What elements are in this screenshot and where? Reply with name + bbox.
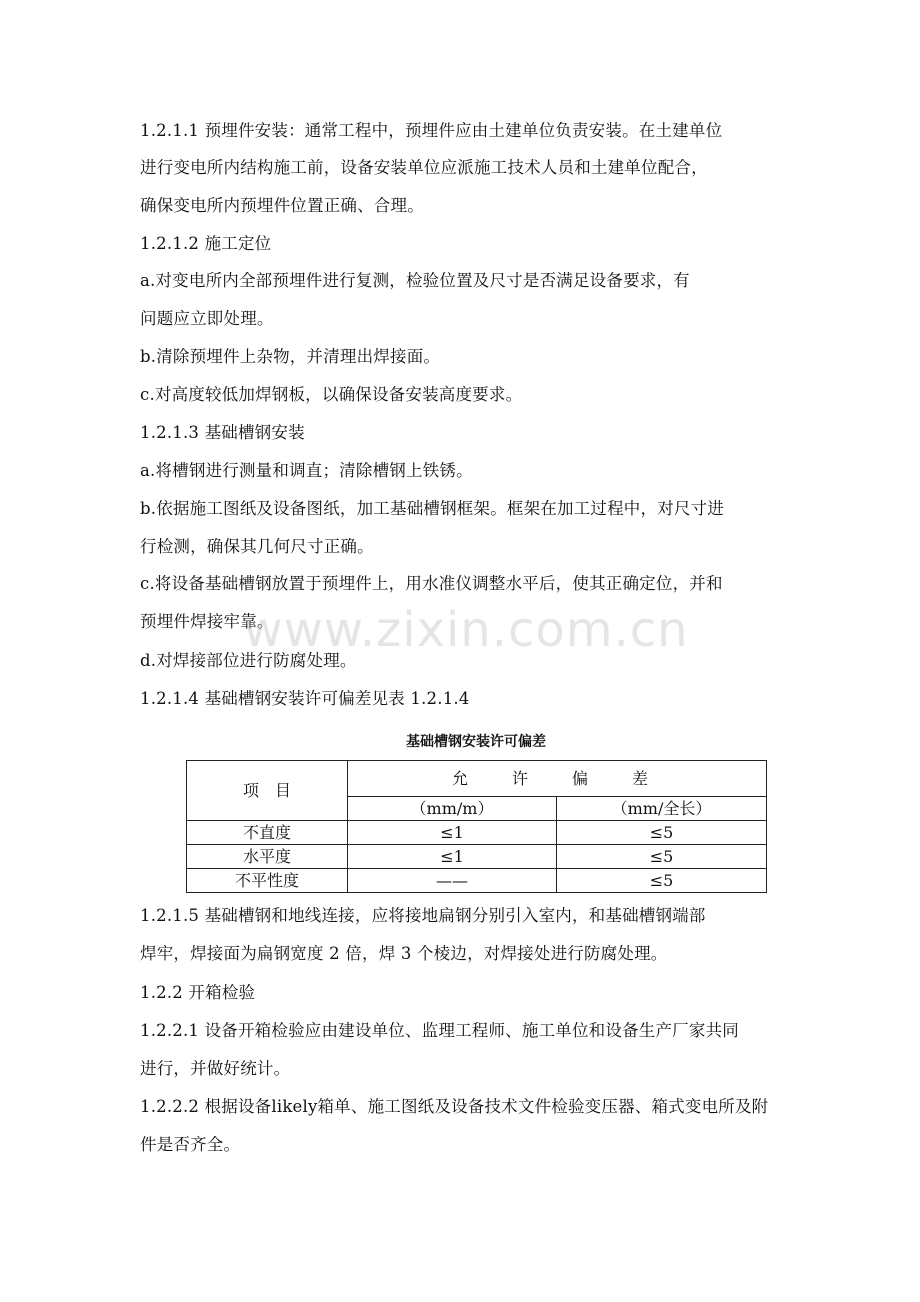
unit-per-meter-header: （mm/m） <box>348 797 557 821</box>
text-line: 确保变电所内预埋件位置正确、合理。 <box>140 196 424 215</box>
row-per-meter: —— <box>348 869 557 893</box>
text-line: 进行，并做好统计。 <box>140 1059 291 1078</box>
text-line: 进行变电所内结构施工前，设备安装单位应派施工技术人员和土建单位配合， <box>140 158 708 177</box>
row-item: 不平性度 <box>187 869 348 893</box>
table-row <box>187 821 767 845</box>
text-line: a.将槽钢进行测量和调直；清除槽钢上铁锈。 <box>140 461 473 480</box>
table-row <box>187 869 767 893</box>
row-total: ≤5 <box>557 821 767 845</box>
unit-total-length-header: （mm/全长） <box>557 797 767 821</box>
text-line: 行检测，确保其几何尺寸正确。 <box>140 537 374 556</box>
table-caption: 基础槽钢安装许可偏差 <box>406 734 546 750</box>
text-line: 1.2.2.2 根据设备likely箱单、施工图纸及设备技术文件检验变压器、箱式变电所及附 <box>140 1097 769 1116</box>
text-line: 1.2.1.1 预埋件安装：通常工程中，预埋件应由土建单位负责安装。在土建单位 <box>140 121 723 140</box>
tolerance-group-header: 允 许 偏 差 <box>348 761 767 797</box>
row-item: 不直度 <box>187 821 348 845</box>
text-line: b.依据施工图纸及设备图纸，加工基础槽钢框架。框架在加工过程中，对尺寸进 <box>140 499 725 518</box>
section-heading: 1.2.1.2 施工定位 <box>140 234 272 253</box>
text-line: b.清除预埋件上杂物，并清理出焊接面。 <box>140 347 441 366</box>
text-line: 预埋件焊接牢靠。 <box>140 612 274 631</box>
row-per-meter: ≤1 <box>348 821 557 845</box>
text-line: c.将设备基础槽钢放置于预埋件上，用水准仪调整水平后，使其正确定位，并和 <box>140 574 723 593</box>
row-item: 水平度 <box>187 845 348 869</box>
table-row <box>187 845 767 869</box>
text-line: d.对焊接部位进行防腐处理。 <box>140 651 357 670</box>
section-heading: 1.2.2 开箱检验 <box>140 983 256 1002</box>
row-per-meter: ≤1 <box>348 845 557 869</box>
item-header: 项 目 <box>187 761 348 821</box>
text-line: 焊牢，焊接面为扁钢宽度 2 倍，焊 3 个棱边，对焊接处进行防腐处理。 <box>140 944 668 963</box>
row-total: ≤5 <box>557 869 767 893</box>
text-line: 件是否齐全。 <box>140 1135 241 1154</box>
row-total: ≤5 <box>557 845 767 869</box>
text-line: 问题应立即处理。 <box>140 309 274 328</box>
watermark: www.zixin.com.cn <box>243 602 689 658</box>
text-line: 1.2.1.5 基础槽钢和地线连接，应将接地扁钢分别引入室内，和基础槽钢端部 <box>140 906 706 925</box>
tolerance-table <box>186 760 767 893</box>
text-line: 1.2.2.1 设备开箱检验应由建设单位、监理工程师、施工单位和设备生产厂家共同 <box>140 1021 739 1040</box>
section-heading: 1.2.1.3 基础槽钢安装 <box>140 423 305 442</box>
text-line: c.对高度较低加焊钢板，以确保设备安装高度要求。 <box>140 385 523 404</box>
table-header-row <box>187 761 767 797</box>
text-line: a.对变电所内全部预埋件进行复测，检验位置及尺寸是否满足设备要求，有 <box>140 271 690 290</box>
section-heading: 1.2.1.4 基础槽钢安装许可偏差见表 1.2.1.4 <box>140 689 470 708</box>
